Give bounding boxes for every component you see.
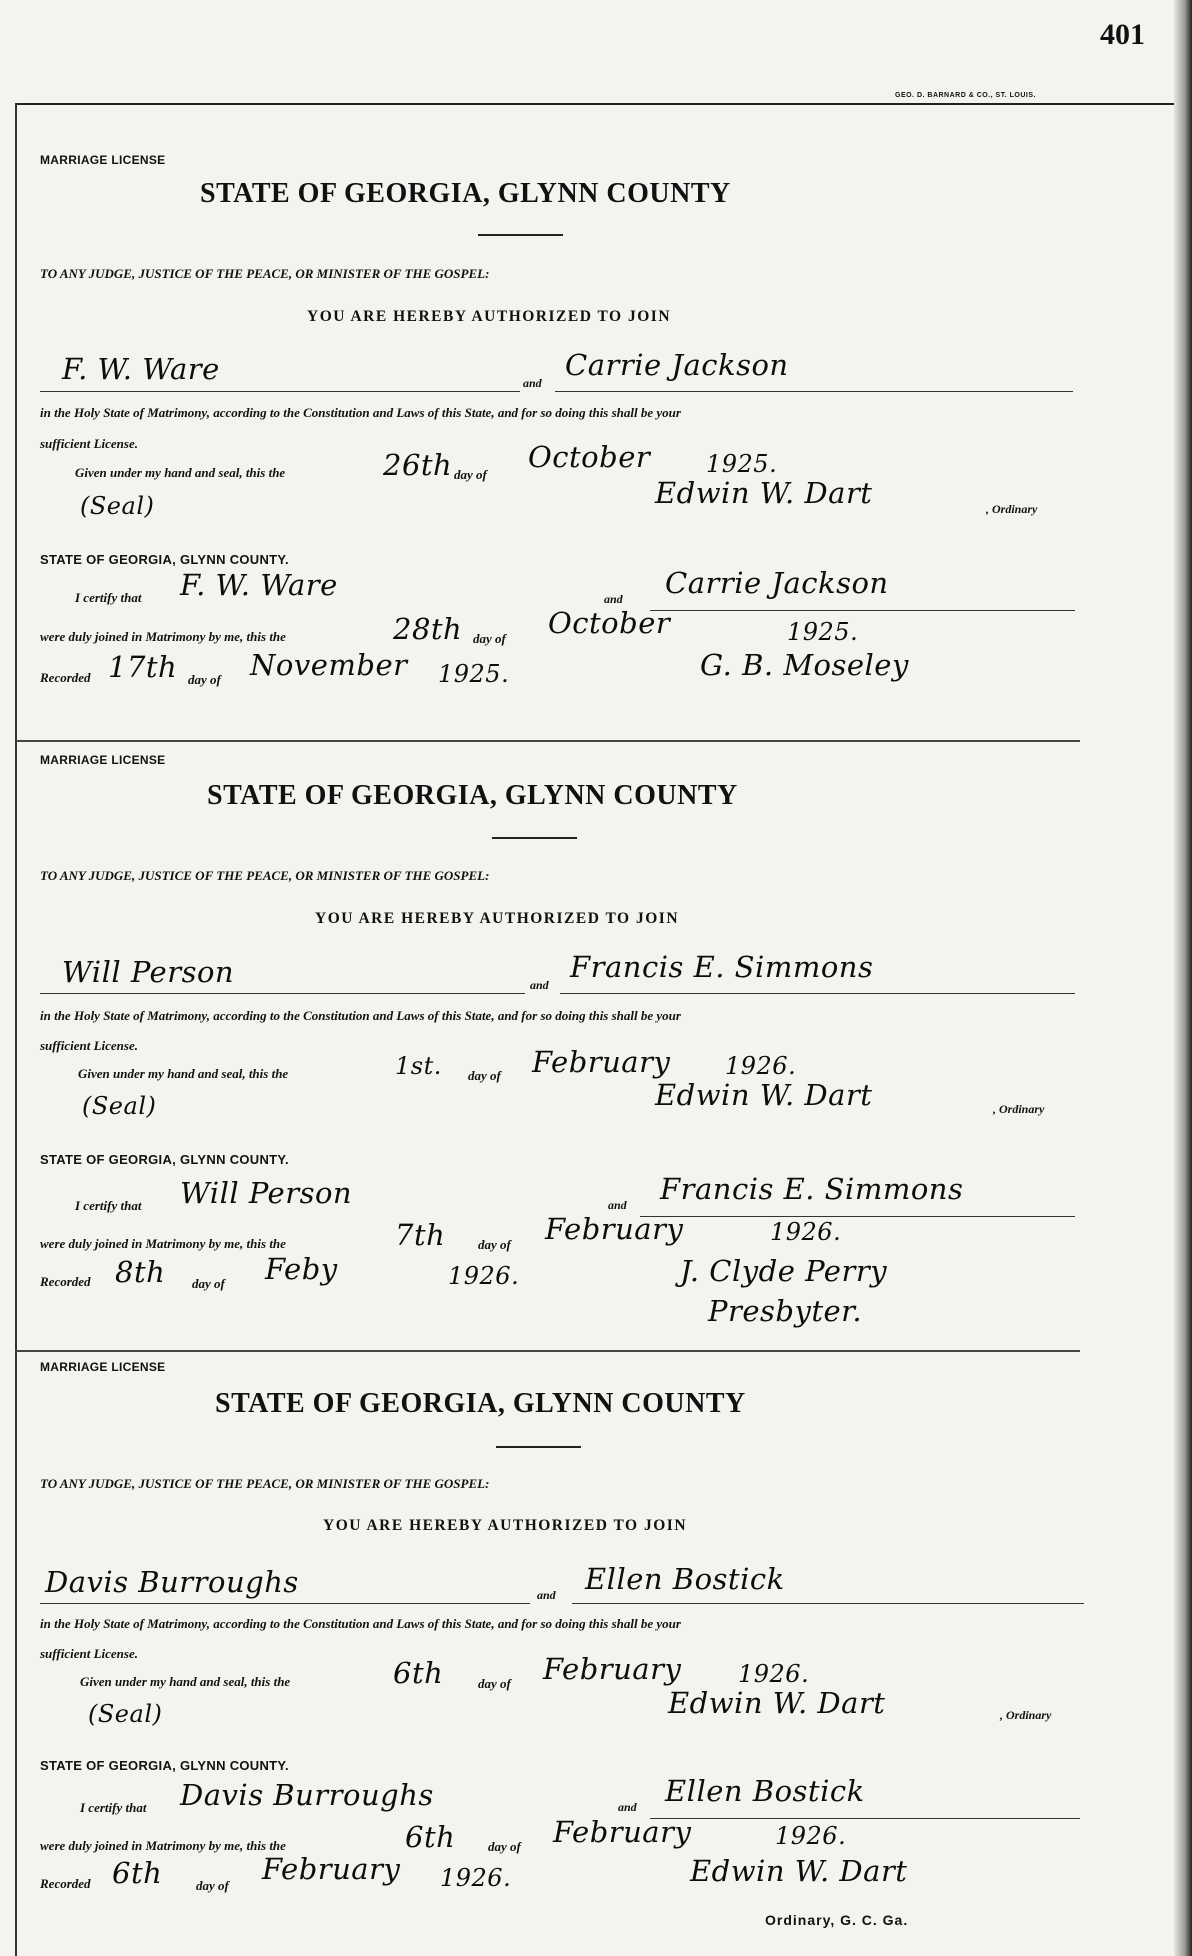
certify-text: I certify that	[75, 590, 142, 605]
recorded-day: 17th	[108, 650, 178, 684]
given-text: Given under my hand and seal, this the	[75, 465, 286, 480]
groom-name: Will Person	[62, 955, 235, 989]
given-text: Given under my hand and seal, this the	[78, 1066, 289, 1081]
joined-day-of: day of	[473, 631, 506, 646]
cert-bride-name: Francis E. Simmons	[660, 1172, 964, 1206]
recorded-text: Recorded	[40, 1876, 91, 1891]
holy-state-text: in the Holy State of Matrimony, according to the Constitution and Laws of this State, and for so doing this shall be your	[40, 1616, 681, 1631]
recorded-month: November	[250, 648, 408, 682]
certificate-header: STATE OF GEORGIA, GLYNN COUNTY.	[40, 552, 289, 567]
joined-day-of: day of	[488, 1839, 521, 1854]
given-year: 1926.	[738, 1660, 810, 1688]
recorded-day-of: day of	[188, 672, 221, 687]
to-any-judge: TO ANY JUDGE, JUSTICE OF THE PEACE, OR MINISTER OF THE GOSPEL:	[40, 266, 490, 281]
joined-year: 1925.	[787, 618, 859, 646]
printer-imprint: GEO. D. BARNARD & CO., ST. LOUIS.	[895, 92, 1036, 99]
recorded-text: Recorded	[40, 670, 91, 685]
joined-month: February	[545, 1212, 684, 1246]
officiant-title: Ordinary, G. C. Ga.	[765, 1912, 909, 1928]
entry-separator	[15, 1350, 1080, 1352]
recorded-day-of: day of	[192, 1276, 225, 1291]
joined-year: 1926.	[775, 1822, 847, 1850]
joined-day-of: day of	[478, 1237, 511, 1252]
ordinary-signature: Edwin W. Dart	[655, 1078, 873, 1112]
seal-mark: (Seal)	[82, 1092, 157, 1120]
title-underline	[492, 837, 577, 839]
title-underline	[496, 1446, 581, 1448]
joined-text: were duly joined in Matrimony by me, this the	[40, 1236, 286, 1251]
certify-text: I certify that	[80, 1800, 147, 1815]
given-day: 6th	[393, 1656, 444, 1690]
groom-name: F. W. Ware	[62, 352, 220, 386]
officiant-title: Presbyter.	[708, 1294, 863, 1328]
joined-text: were duly joined in Matrimony by me, this the	[40, 629, 286, 644]
ordinary-signature: Edwin W. Dart	[655, 476, 873, 510]
joined-month: October	[548, 606, 671, 640]
given-year: 1926.	[725, 1052, 797, 1080]
license-header: MARRIAGE LICENSE	[40, 1360, 166, 1374]
given-month: February	[532, 1045, 671, 1079]
and-label: and	[537, 1588, 556, 1602]
given-year: 1925.	[706, 450, 778, 478]
sufficient-license: sufficient License.	[40, 1038, 138, 1053]
cert-groom-name: Will Person	[180, 1176, 353, 1210]
groom-name: Davis Burroughs	[45, 1565, 299, 1599]
bride-line	[572, 1603, 1084, 1604]
officiant-signature: J. Clyde Perry	[680, 1254, 888, 1288]
cert-bride-line	[650, 1818, 1080, 1819]
holy-state-text: in the Holy State of Matrimony, according to the Constitution and Laws of this State, and for so doing this shall be your	[40, 405, 681, 420]
to-any-judge: TO ANY JUDGE, JUSTICE OF THE PEACE, OR MINISTER OF THE GOSPEL:	[40, 1476, 490, 1491]
bride-line	[555, 391, 1073, 392]
given-day: 1st.	[395, 1052, 442, 1080]
authorized-line: YOU ARE HEREBY AUTHORIZED TO JOIN	[315, 910, 680, 927]
and-label: and	[530, 978, 549, 992]
license-title: STATE OF GEORGIA, GLYNN COUNTY	[207, 780, 738, 811]
officiant-signature: Edwin W. Dart	[690, 1854, 908, 1888]
recorded-day: 6th	[112, 1856, 163, 1890]
to-any-judge: TO ANY JUDGE, JUSTICE OF THE PEACE, OR MINISTER OF THE GOSPEL:	[40, 868, 490, 883]
cert-bride-line	[640, 1216, 1075, 1217]
license-header: MARRIAGE LICENSE	[40, 753, 166, 767]
seal-mark: (Seal)	[88, 1700, 163, 1728]
sufficient-license: sufficient License.	[40, 436, 138, 451]
license-title: STATE OF GEORGIA, GLYNN COUNTY	[215, 1388, 746, 1419]
page-number: 401	[1100, 18, 1145, 51]
title-underline	[478, 234, 563, 236]
groom-line	[40, 993, 525, 994]
bride-line	[560, 993, 1075, 994]
recorded-year: 1926.	[440, 1864, 512, 1892]
cert-and-label: and	[604, 592, 623, 606]
cert-groom-name: Davis Burroughs	[180, 1778, 434, 1812]
license-title: STATE OF GEORGIA, GLYNN COUNTY	[200, 178, 731, 209]
bride-name: Francis E. Simmons	[570, 950, 874, 984]
and-label: and	[523, 376, 542, 390]
license-header: MARRIAGE LICENSE	[40, 153, 166, 167]
day-of: day of	[478, 1676, 511, 1691]
certificate-header: STATE OF GEORGIA, GLYNN COUNTY.	[40, 1758, 289, 1773]
joined-year: 1926.	[770, 1218, 842, 1246]
ordinary-label: , Ordinary	[1000, 1708, 1052, 1722]
cert-and-label: and	[618, 1800, 637, 1814]
left-margin-rule	[15, 103, 17, 1956]
recorded-year: 1926.	[448, 1262, 520, 1290]
recorded-month: February	[262, 1852, 401, 1886]
bride-name: Ellen Bostick	[585, 1562, 785, 1596]
cert-groom-name: F. W. Ware	[180, 568, 338, 602]
seal-mark: (Seal)	[80, 492, 155, 520]
officiant-signature: G. B. Moseley	[700, 648, 909, 682]
joined-day: 6th	[405, 1820, 456, 1854]
groom-line	[40, 391, 520, 392]
given-day: 26th	[383, 448, 453, 482]
given-text: Given under my hand and seal, this the	[80, 1674, 291, 1689]
recorded-day: 8th	[115, 1255, 166, 1289]
groom-line	[40, 1603, 530, 1604]
bride-name: Carrie Jackson	[565, 348, 789, 382]
cert-and-label: and	[608, 1198, 627, 1212]
day-of: day of	[468, 1068, 501, 1083]
recorded-text: Recorded	[40, 1274, 91, 1289]
given-month: October	[528, 440, 651, 474]
recorded-month: Feby	[265, 1252, 338, 1286]
authorized-line: YOU ARE HEREBY AUTHORIZED TO JOIN	[307, 308, 672, 325]
recorded-year: 1925.	[438, 660, 510, 688]
joined-month: February	[553, 1815, 692, 1849]
certify-text: I certify that	[75, 1198, 142, 1213]
cert-bride-line	[650, 610, 1075, 611]
cert-bride-name: Carrie Jackson	[665, 566, 889, 600]
certificate-header: STATE OF GEORGIA, GLYNN COUNTY.	[40, 1152, 289, 1167]
ordinary-label: , Ordinary	[993, 1102, 1045, 1116]
ordinary-label: , Ordinary	[986, 502, 1038, 516]
sufficient-license: sufficient License.	[40, 1646, 138, 1661]
authorized-line: YOU ARE HEREBY AUTHORIZED TO JOIN	[323, 1517, 688, 1534]
recorded-day-of: day of	[196, 1878, 229, 1893]
joined-day: 28th	[393, 612, 463, 646]
ordinary-signature: Edwin W. Dart	[668, 1686, 886, 1720]
holy-state-text: in the Holy State of Matrimony, according to the Constitution and Laws of this State, and for so doing this shall be your	[40, 1008, 681, 1023]
top-rule	[15, 103, 1180, 105]
joined-day: 7th	[395, 1218, 446, 1252]
cert-bride-name: Ellen Bostick	[665, 1774, 865, 1808]
joined-text: were duly joined in Matrimony by me, this the	[40, 1838, 286, 1853]
day-of: day of	[454, 467, 487, 482]
entry-separator	[15, 740, 1080, 742]
given-month: February	[543, 1652, 682, 1686]
